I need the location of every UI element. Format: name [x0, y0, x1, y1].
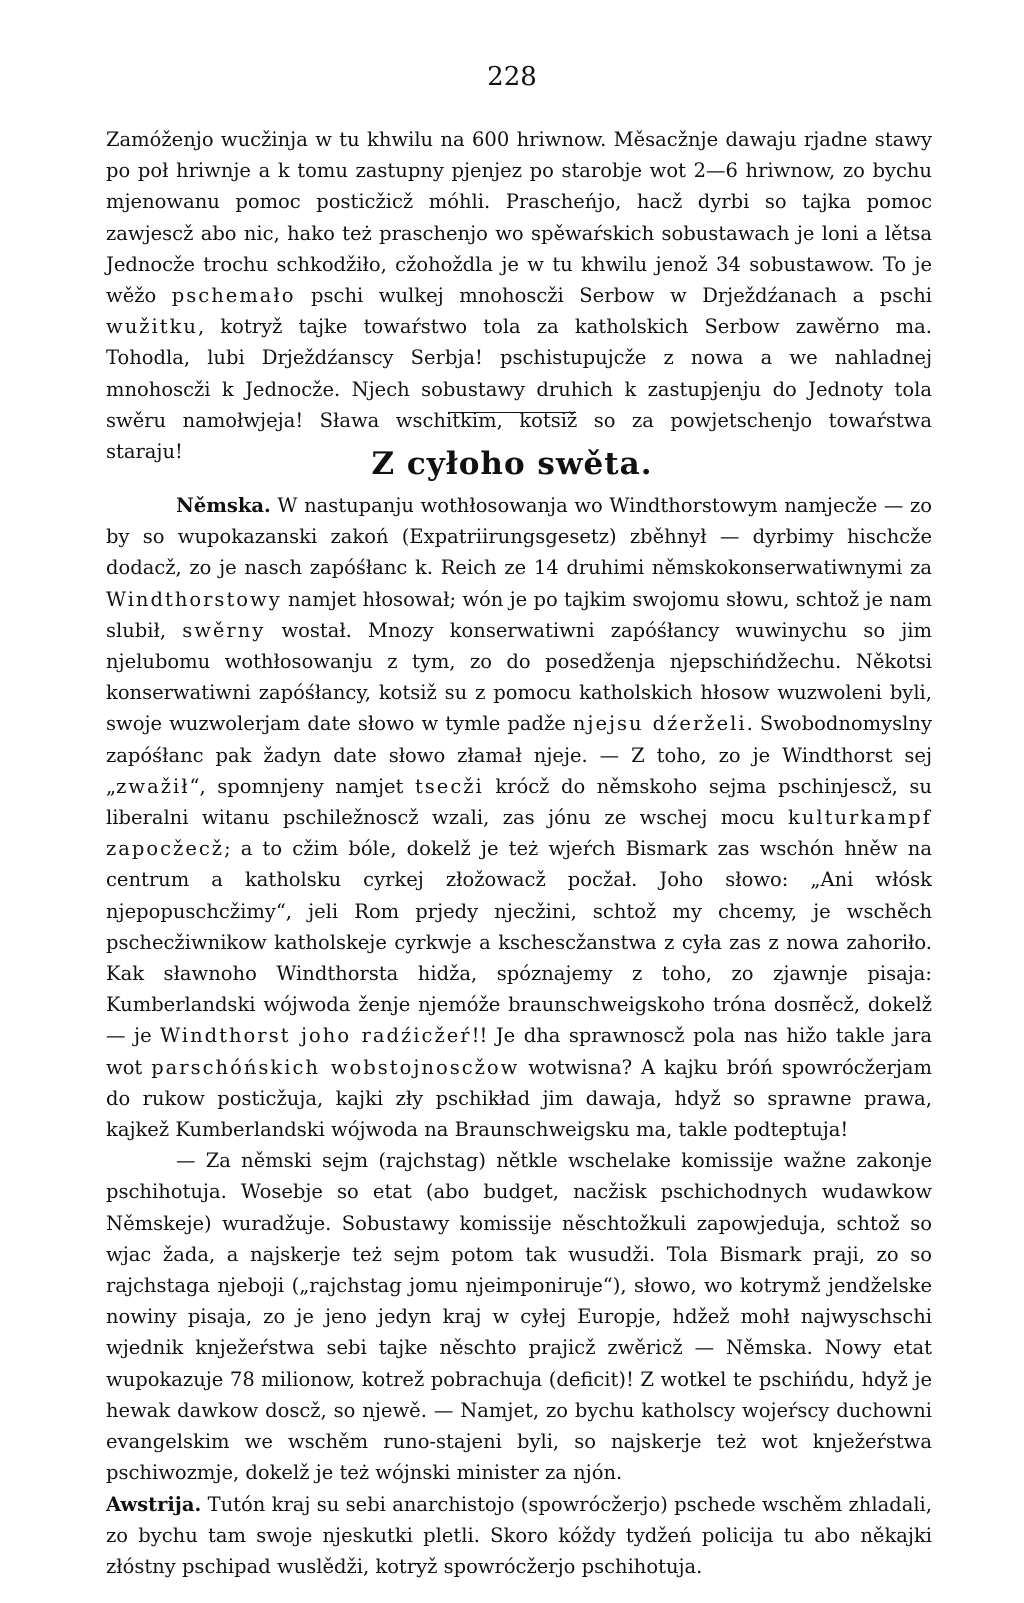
body-text: Tutón kraj su sebi anarchistojo (spowrócžerjo) pschede wschěm zhladali, zo bychu tam swoje njeskutki pletli. Skoro kóždy tydžeń policija tu abo někajki złóstny pschipad wuslědži, kotryž spowrócžerjo pschihotuja. [106, 1492, 932, 1578]
intro-section [106, 124, 932, 467]
emphasis-text: wužitku [106, 315, 198, 339]
emphasis-text: pschemało [171, 284, 296, 308]
intro-text: , kotryž tajke towaŕstwo tola za katholskich Serbow zawěrno ma. Tohodla, lubi Drježdźanscy Serbja! pschistupujcže z nowa a we nahladnej mnohoscži k Jednocže. Njech sobustawy druhich k zastupjenju do Jednoty tola swěru namołwjeja! Sława wschitkim, kotsiž so za powjetschenjo towaŕstwa staraju! [106, 315, 932, 464]
body-text: ; a to cžim bóle, dokelž je też wjeŕch Bismark zas wschón hněw na centrum a katholsku cyrkej złožowacž pocžał. Joho słowo: „Ani włósk njepopuschcžimy“, jeli Rom prjedy njecžini, schtož my chcemy, je wschěch pschecžiwnikow katholskeje cyrkwje a kschescžanstwa z cyła zas z nowa zahoriło. Kak sławnoho Windthorsta hidža, spóznajemy z toho, zo zjawnje pisaja: Kumberlandski wójwoda ženje njemóže braunschweigskoho tróna dosпěcž, dokelž — je [106, 837, 932, 1048]
body-text: W nastupanju wothłosowanja wo Windthorstowym namjecže — zo by so wupokazanski zakoń (Expatriirungsgesetz) zběhnył — dyrbimy hischcže dodacž, zo je nasch zapóśłanc k. Reich ze 14 druhimi němskokonserwatiwnymi za [106, 494, 932, 580]
body-text: namjet hłosował; wón je po tajkim swojomu słowu, schtož je nam slubił, [106, 587, 932, 642]
intro-text: pschi wulkej mnohoscži Serbow w Drježdźanach a pschi [295, 284, 932, 308]
section-divider [448, 412, 576, 413]
section-title: Z cyłoho swěta. [371, 446, 653, 482]
awstrija-heading: Awstrija. [106, 1492, 202, 1516]
body-text: “, spomnjeny namjet [189, 774, 415, 798]
emphasis-text: njejsu dźerželi [572, 712, 747, 736]
nemska-paragraph [106, 490, 932, 1145]
nemska-paragraph-2: — Za němski sejm (rajchstag) nětkle wschelake komissije wažne zakonje pschihotuja. Wosebje so etat (abo budget, nacžisk pschichodnych wudawkow Němskeje) wuradžuje. Sobustawy komissije něschtožkuli zapowjeduja, schtož so wjac žada, a najskerje też sejm potom tak wusudži. Tola Bismark praji, zo so rajchstaga njeboji („rajchstag jomu njeimponiruje“), słowo, wo kotrymž jendželske nowiny pisaja, zo je jeno jedyn kraj w cyłej Europje, hdžež mohł najwyschschi wjednik knježeŕstwa sebi tajke něschto prajicž zwěricž — Němska. Nowy etat wupokazuje 78 milionow, kotrež pobrachuja (deficit)! Z wotkel te pschińdu, hdyž je hewak dawkow doscž, so njewě. — Namjet, zo bychu katholscy wojeŕscy duchowni evangelskim we wschěm runo-stajeni byli, so najskerje też wot knježeŕstwa pschiwozmje, dokelž je też wójnski minister za njón. [106, 1149, 932, 1485]
emphasis-text: parschóńskich wobstojnoscžow [151, 1055, 520, 1079]
page-number: 228 [487, 62, 537, 92]
body-text: wotwisna? A kajku bróń spowrócžerjam do rukow posticžuja, kajki zły pschikład jim dawaja, hdyž so sprawne prawa, kajkež Kumberlandski wójwoda na Braunschweigsku ma, takle podteptuja! [106, 1055, 932, 1142]
emphasis-text: Windthorstowy [106, 587, 282, 611]
emphasis-text: kulturkampf zapocžecž [106, 806, 932, 861]
emphasis-text: tsecži [414, 774, 484, 798]
emphasis-text: swěrny [182, 618, 266, 642]
intro-text: Zamóženjo wucžinja w tu khwilu na 600 hriwnow. Měsacžnje dawaju rjadne stawy po poł hriwnje a k tomu zastupny pjenjez po starobje wot 2—6 hriwnow, zo bychu mjenowanu pomoc posticžicž móhli. Prascheńjo, hacž dyrbi so tajka pomoc zawjescž abo nic, hako też praschenjo wo spěwaŕskich sobustawach je loni a lětsa Jednocže trochu schkodžiło, cžohoždla je w tu khwilu jenož 34 sobustawow. To je wěžo [106, 128, 932, 308]
news-section [106, 490, 932, 1582]
emphasis-text: zwažił [116, 774, 190, 798]
body-text: . Swobodnomyslny zapóśłanc pak žadyn date słowo złamał njeje. — Z toho, zo je Windthorst sej „ [106, 712, 932, 798]
emphasis-text: Windthorst joho radźicžeŕ [160, 1024, 472, 1048]
body-text: !! Je dha sprawnoscž pola nas hižo takle jara wot [106, 1024, 932, 1079]
intro-paragraph [106, 124, 932, 467]
body-text: wostał. Mnozy konserwatiwni zapóśłancy wuwinychu so jim njelubomu wothłosowanju z tym, zo do posedženja njepschińdžechu. Někotsi konserwatiwni zapóśłancy, kotsiž su z pomocu katholskich hłosow wuzwoleni byli, swoje wuzwolerjam date słowo w tymle padže [106, 618, 932, 736]
awstrija-paragraph [106, 1489, 932, 1583]
body-text: krócž do němskoho sejma pschinjescž, su liberalni witanu pschiležnoscž wzali, zas jónu ze wschej mocu [106, 774, 932, 830]
nemska-heading: Němska. [176, 494, 271, 517]
